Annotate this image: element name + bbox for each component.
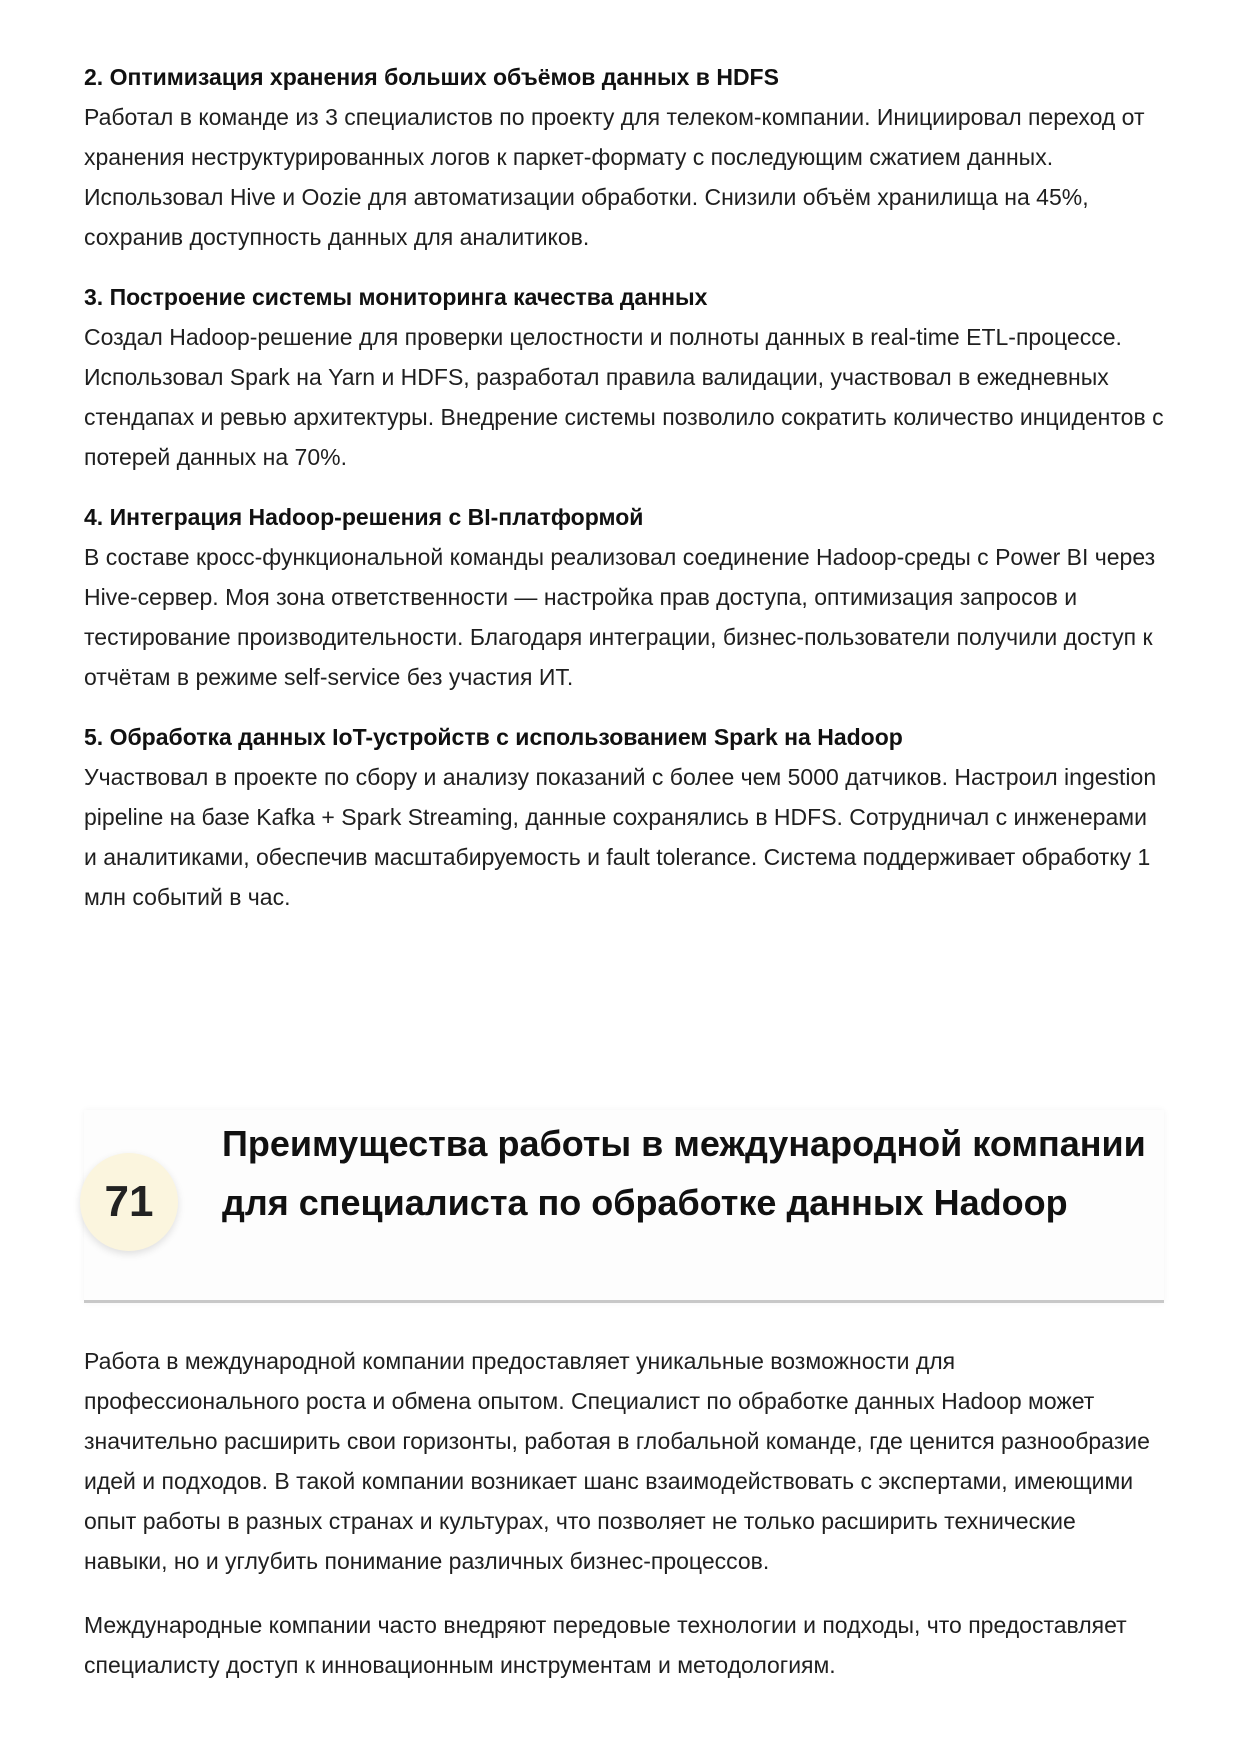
section-title: Преимущества работы в международной компании для специалиста по обработке данных Hadoop: [222, 1123, 1146, 1223]
project-item: [84, 282, 1164, 477]
section-header: [84, 1110, 1164, 1303]
body-paragraph: Международные компании часто внедряют передовые технологии и подходы, что предоставляет специалисту доступ к инновационным инструментам и методологиям.: [84, 1612, 1127, 1678]
project-description: Участвовал в проекте по сбору и анализу показаний с более чем 5000 датчиков. Настроил ingestion pipeline на базе Kafka + Spark Streaming, данные сохранялись в HDFS. Сотрудничал с инженерами и аналитиками, обеспечив масштабируемость и fault tolerance. Система поддерживает обработку 1 млн событий в час.: [84, 764, 1157, 910]
body-paragraph: Работа в международной компании предоставляет уникальные возможности для профессионального роста и обмена опытом. Специалист по обработке данных Hadoop может значительно расширить свои горизонты, работая в глобальной команде, где ценится разнообразие идей и подходов. В такой компании возникает шанс взаимодействовать с экспертами, имеющими опыт работы в разных странах и культурах, что позволяет не только расширить технические навыки, но и углубить понимание различных бизнес-процессов.: [84, 1348, 1150, 1574]
project-item: [84, 62, 1164, 257]
section-body: [84, 1341, 1164, 1709]
project-item: [84, 502, 1164, 697]
project-description: Работал в команде из 3 специалистов по проекту для телеком-компании. Инициировал переход от хранения неструктурированных логов к паркет-формату с последующим сжатием данных. Использовал Hive и Oozie для автоматизации обработки. Снизили объём хранилища на 45%, сохранив доступность данных для аналитиков.: [84, 104, 1145, 250]
project-title: 5. Обработка данных IoT-устройств с использованием Spark на Hadoop: [84, 724, 903, 750]
project-item: [84, 722, 1164, 917]
project-title: 2. Оптимизация хранения больших объёмов данных в HDFS: [84, 64, 779, 90]
project-description: В составе кросс-функциональной команды реализовал соединение Hadoop-среды с Power BI через Hive-сервер. Моя зона ответственности — настройка прав доступа, оптимизация запросов и тестирование производительности. Благодаря интеграции, бизнес-пользователи получили доступ к отчётам в режиме self-service без участия ИТ.: [84, 544, 1156, 690]
project-title: 4. Интеграция Hadoop-решения с BI-платформой: [84, 504, 644, 530]
section-number-badge: 71: [80, 1153, 178, 1251]
projects-list: [84, 62, 1164, 942]
project-description: Создал Hadoop-решение для проверки целостности и полноты данных в real-time ETL-процессе. Использовал Spark на Yarn и HDFS, разработал правила валидации, участвовал в ежедневных стендапах и ревью архитектуры. Внедрение системы позволило сократить количество инцидентов с потерей данных на 70%.: [84, 324, 1164, 470]
project-title: 3. Построение системы мониторинга качества данных: [84, 284, 708, 310]
